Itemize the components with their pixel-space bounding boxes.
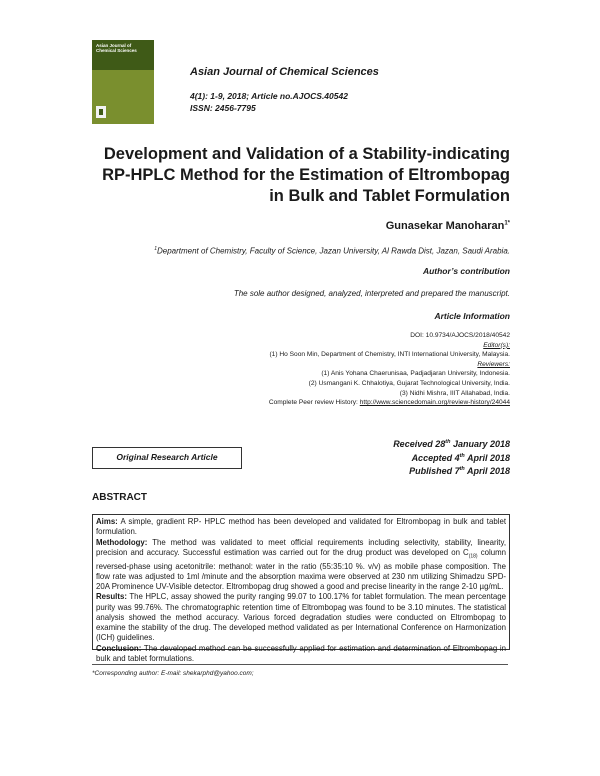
editors-label: Editor(s): <box>483 341 510 349</box>
article-dates <box>393 437 510 478</box>
reviewer-1: (1) Anis Yohana Chaerunisaa, Padjadjaran University, Indonesia. <box>321 370 510 378</box>
title-line-1: Development and Validation of a Stability-indicating <box>103 145 510 163</box>
abstract-results: Results: The HPLC, assay showed the purity ranging 99.07 to 100.17% for tablet formulation. The mean percentage purity was 99.76%. The chromatographic retention time of Eltrombopag was found to be 3.10 minutes. The statistical analysis showed the method accuracy. Various forced degradation studies were conducted on Eltrombopag to examine the stability of the drug. The developed method validated as per International Conference on Harmonization (ICH) guidelines. <box>96 592 506 643</box>
reviewers-label: Reviewers: <box>477 360 510 368</box>
author-affiliation: $^1$Department of Chemistry, Faculty of Science, Jazan University, Al Rawda Dist, Jazan, Saudi Arabia. <box>154 246 510 256</box>
published-date: Published 7th April 2018 <box>409 466 510 476</box>
doi: DOI: 10.9734/AJOCS/2018/40542 <box>410 332 510 339</box>
editor-1: (1) Ho Soon Min, Department of Chemistry, INTI International University, Malaysia. <box>269 351 510 359</box>
affiliation-superscript: 1 <box>154 246 157 252</box>
corresponding-author: *Corresponding author: E-mail: shekarphd@yahoo.com; <box>92 670 254 677</box>
accepted-date: Accepted 4th April 2018 <box>411 452 510 463</box>
journal-issue: 4(1): 1-9, 2018; Article no.AJOCS.40542 <box>190 91 348 101</box>
abstract-heading: ABSTRACT <box>92 492 147 503</box>
cover-title: Asian Journal of Chemical Sciences <box>96 43 137 53</box>
abstract-methodology: Methodology: The method was validated to meet official requirements including selectivity, stability, linearity, precision and accuracy. Successful estimation was carried out for the drug product was developed on $C_{(18)}$ column reversed-phase using acetonitrile: methanol: water in the ratio (55:35:10 %. v/v) as mobile phase composition. The flow rate was adjusted to 1ml /minute and the absorption maxima were observed at 230 nm utilizing Shimadzu SPD-20A Prominence UV-Visible detector. Eltrombopag drug showed a good and precise linearity in the range 2-10 µg/mL. <box>96 537 506 592</box>
article-type: Original Research Article <box>116 452 218 462</box>
title-line-2: RP-HPLC Method for the Estimation of Eltrombopag <box>102 166 510 184</box>
article-info-heading: Article Information <box>434 311 510 321</box>
abstract-aims: Aims: A simple, gradient RP- HPLC method has been developed and validated for Eltrombopag in bulk and tablet formulation. <box>96 517 506 537</box>
footnote-separator <box>92 664 508 665</box>
reviewer-3: (3) Nidhi Mishra, IIIT Allahabad, India. <box>399 389 510 397</box>
journal-cover-image <box>92 40 154 124</box>
review-history-label: Complete Peer review History: <box>268 399 358 407</box>
journal-issn: ISSN: 2456-7795 <box>190 103 256 113</box>
publisher-logo-icon <box>96 106 106 118</box>
title-line-3: in Bulk and Tablet Formulation <box>269 187 510 205</box>
reviewer-2: (2) Usmangani K. Chhalotiya, Gujarat Technological University, India. <box>308 379 510 387</box>
article-title <box>60 144 510 207</box>
review-history-link[interactable]: http://www.sciencedomain.org/review-history/24044 <box>359 399 510 407</box>
journal-title: Asian Journal of Chemical Sciences <box>190 66 379 78</box>
article-info-block <box>90 331 510 408</box>
contribution-heading: Author’s contribution <box>422 266 510 276</box>
abstract-box <box>92 514 510 663</box>
author-name: Gunasekar Manoharan$^{1*}$ <box>385 220 510 232</box>
author-superscript: 1* <box>504 220 510 227</box>
abstract-conclusion: Conclusion: The developed method can be successfully applied for estimation and determination of Eltrombopag in bulk and tablet formulations. <box>96 643 506 663</box>
contribution-text: The sole author designed, analyzed, interpreted and prepared the manuscript. <box>233 289 510 298</box>
abstract-text <box>96 517 506 664</box>
received-date: Received 28th January 2018 <box>393 439 510 449</box>
article-type-box <box>92 447 242 469</box>
